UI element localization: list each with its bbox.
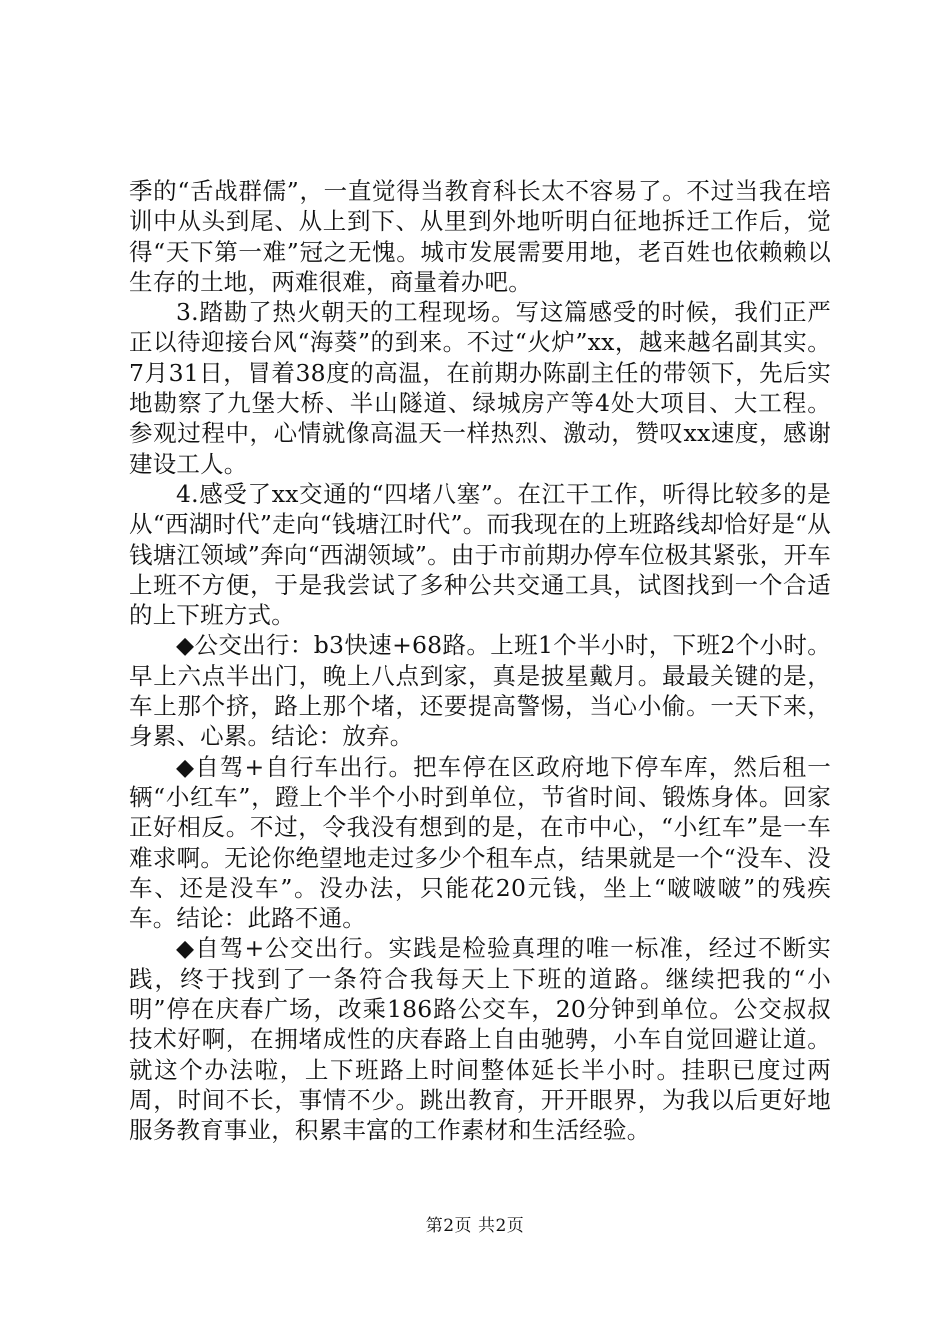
paragraph-site-visit: 3.踏勘了热火朝天的工程现场。写这篇感受的时候，我们正严正以待迎接台风“海葵”的到来。不过“火炉”xx，越来越名副其实。7月31日，冒着38度的高温，在前期办陈副主任的带领下，先后实地勘察了九堡大桥、半山隧道、绿城房产等4处大项目、大工程。参观过程中，心情就像高温天一样热烈、激动，赞叹xx速度，感谢建设工人。 (129, 298, 831, 478)
paragraph-drive-bus-option: ◆自驾+公交出行。实践是检验真理的唯一标准，经过不断实践，终于找到了一条符合我每天上下班的道路。继续把我的“小明”停在庆春广场，改乘186路公交车，20分钟到单位。公交叔叔技术好啊，在拥堵成性的庆春路上自由驰骋，小车自觉回避让道。就这个办法啦，上下班路上时间整体延长半小时。挂职已度过两周，时间不长，事情不少。跳出教育，开开眼界，为我以后更好地服务教育事业，积累丰富的工作素材和生活经验。 (129, 934, 831, 1145)
paragraph-traffic: 4.感受了xx交通的“四堵八塞”。在江干工作，听得比较多的是从“西湖时代”走向“钱塘江时代”。而我现在的上班路线却恰好是“从钱塘江领域”奔向“西湖领域”。由于市前期办停车位极其紧张，开车上班不方便，于是我尝试了多种公共交通工具，试图找到一个合适的上下班方式。 (129, 479, 831, 630)
paragraph-bike-option: ◆自驾+自行车出行。把车停在区政府地下停车库，然后租一辆“小红车”，蹬上个半个小时到单位，节省时间、锻炼身体。回家正好相反。不过，令我没有想到的是，在市中心，“小红车”是一车难求啊。无论你绝望地走过多少个租车点，结果就是一个“没车、没车、还是没车”。没办法，只能花20元钱，坐上“啵啵啵”的残疾车。结论：此路不通。 (129, 752, 831, 933)
page-number-label: 第2页 共2页 (425, 1216, 525, 1236)
document-body (129, 176, 831, 1146)
paragraph-bus-option: ◆公交出行：b3快速+68路。上班1个半小时，下班2个小时。早上六点半出门，晚上八点到家，真是披星戴月。最最关键的是，车上那个挤，路上那个堵，还要提高警惕，当心小偷。一天下来，身累、心累。结论：放弃。 (129, 631, 831, 751)
page-footer (0, 1216, 950, 1236)
paragraph-continuation: 季的“舌战群儒”，一直觉得当教育科长太不容易了。不过当我在培训中从头到尾、从上到下、从里到外地听明白征地拆迁工作后，觉得“天下第一难”冠之无愧。城市发展需要用地，老百姓也依赖赖以生存的土地，两难很难，商量着办吧。 (129, 177, 831, 296)
